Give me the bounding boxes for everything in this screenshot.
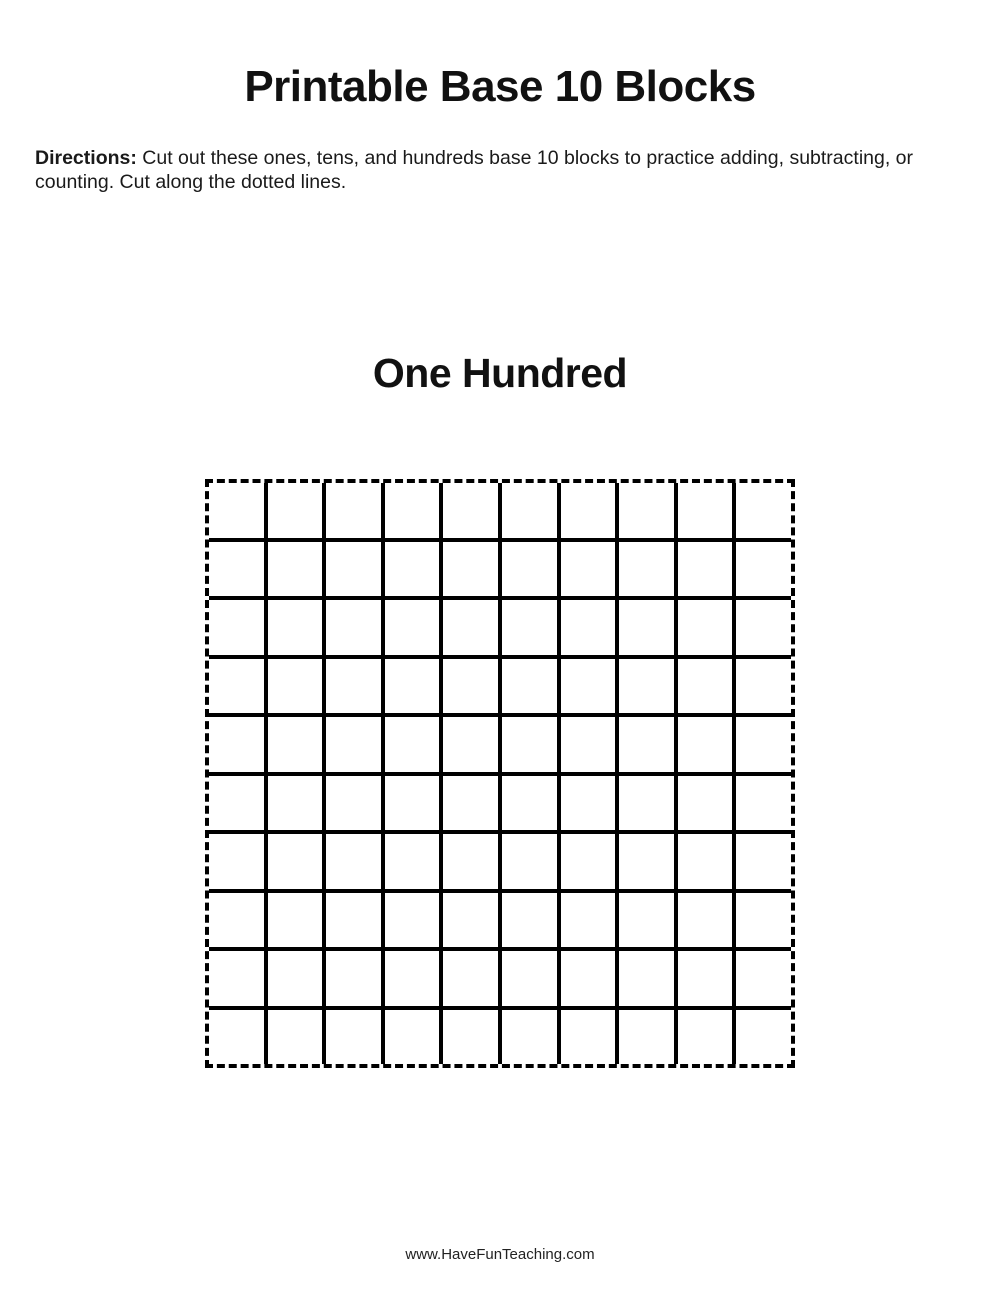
grid-cell [209,951,264,1006]
grid-cell [443,1010,498,1065]
grid-cell [619,542,674,597]
grid-cell [385,951,440,1006]
grid-cell [502,600,557,655]
grid-cell [678,600,733,655]
grid-cell [385,776,440,831]
grid-cell [561,542,616,597]
grid-cell [385,659,440,714]
grid-cell [209,600,264,655]
grid-cell [209,483,264,538]
grid-cell [326,483,381,538]
grid-cell [502,483,557,538]
grid-cell [619,893,674,948]
grid-cell [209,893,264,948]
grid-cell [619,1010,674,1065]
grid-cell [209,717,264,772]
grid-cell [561,1010,616,1065]
grid-cell [209,834,264,889]
grid-cell [443,717,498,772]
grid-cell [443,834,498,889]
grid-cell [502,1010,557,1065]
grid-cell [619,951,674,1006]
grid-cell [736,1010,791,1065]
grid-cell [209,542,264,597]
grid-cell [443,951,498,1006]
grid-cell [209,1010,264,1065]
grid-cell [619,600,674,655]
grid-cell [561,893,616,948]
grid-cell [326,893,381,948]
grid-cell [502,834,557,889]
grid-cell [619,483,674,538]
grid-cell [326,659,381,714]
grid-cell [561,659,616,714]
grid-cell [736,600,791,655]
grid-cell [502,893,557,948]
grid-cell [678,659,733,714]
grid-cell [678,893,733,948]
grid-cell [268,893,323,948]
grid-cell [736,776,791,831]
grid-cell [736,659,791,714]
grid-cell [268,1010,323,1065]
grid-cell [502,542,557,597]
grid-cell [209,659,264,714]
directions-text [35,147,945,195]
grid-cell [385,893,440,948]
grid-cell [385,1010,440,1065]
grid-cell [736,717,791,772]
section-title-one-hundred: One Hundred [372,350,628,396]
grid-cell [209,776,264,831]
page-title: Printable Base 10 Blocks [244,62,756,111]
directions-body: Cut out these ones, tens, and hundreds base 10 blocks to practice adding, subtracting, or counting. Cut along the dotted lines. [35,147,914,193]
grid-cell [619,659,674,714]
grid-cell [736,893,791,948]
hundreds-block-grid [205,479,795,1068]
grid-cell [502,776,557,831]
footer-url: www.HaveFunTeaching.com [405,1246,595,1263]
grid-cell [502,717,557,772]
grid-cell [443,659,498,714]
grid-cell [736,951,791,1006]
grid-cell [268,483,323,538]
grid-cell [678,717,733,772]
grid-cell [561,834,616,889]
grid-cell [619,717,674,772]
grid-cell [443,600,498,655]
grid-cell [561,951,616,1006]
grid-cell [326,834,381,889]
grid-cell [326,542,381,597]
grid-cell [326,776,381,831]
grid-cell [443,483,498,538]
grid-cell [268,542,323,597]
grid-cell [619,776,674,831]
grid-cell [561,483,616,538]
grid-cell [326,1010,381,1065]
directions-label: Directions: [35,147,137,169]
grid-cell [268,776,323,831]
grid-cell [268,951,323,1006]
grid-cell [561,717,616,772]
grid-cell [678,1010,733,1065]
grid-cell [385,834,440,889]
grid-cell [502,659,557,714]
grid-cell [326,717,381,772]
grid-cell [268,717,323,772]
grid-cell [678,542,733,597]
grid-cell [443,893,498,948]
grid-cell [326,951,381,1006]
grid-cell [443,542,498,597]
grid-cell [385,600,440,655]
grid-cell [385,542,440,597]
grid-cell [502,951,557,1006]
grid-cell [385,717,440,772]
grid-cell [619,834,674,889]
grid-cell [736,483,791,538]
grid-cell [736,834,791,889]
grid-cell [561,600,616,655]
grid-cell [268,600,323,655]
grid-cell [678,951,733,1006]
grid-cell [678,776,733,831]
grid-cell [443,776,498,831]
grid-cell [678,834,733,889]
grid-cell [736,542,791,597]
grid-cell [268,834,323,889]
grid-cell [326,600,381,655]
grid-cell [385,483,440,538]
grid-cell [268,659,323,714]
grid-cell [678,483,733,538]
grid-cell [561,776,616,831]
